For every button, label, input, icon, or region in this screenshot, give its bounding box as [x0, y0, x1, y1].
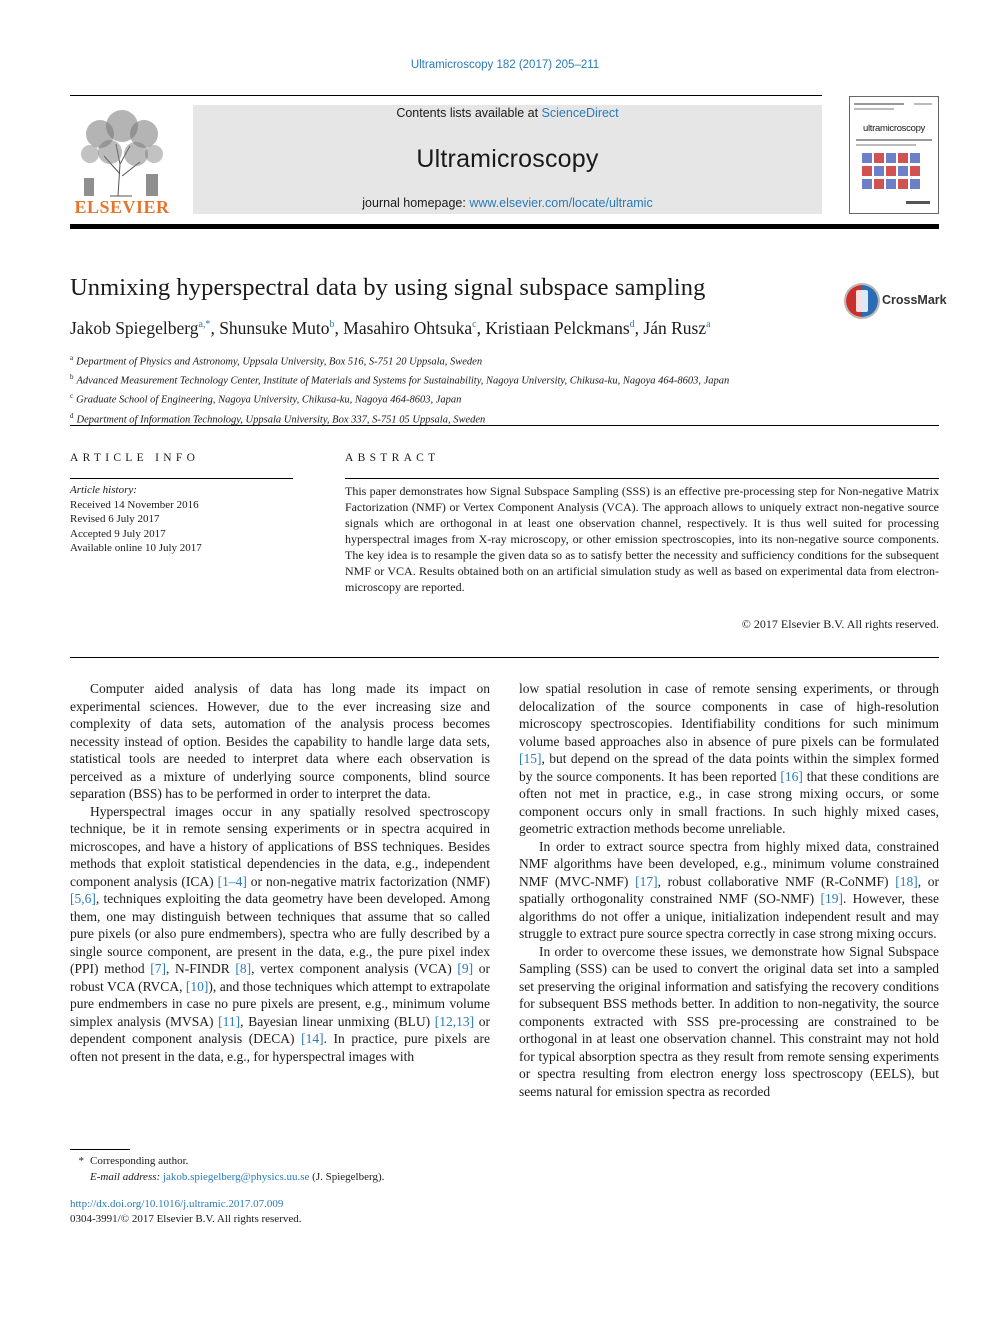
homepage-link[interactable]: www.elsevier.com/locate/ultramic: [469, 196, 653, 210]
footnotes: [70, 1153, 384, 1185]
reference-link[interactable]: [7]: [150, 961, 167, 976]
doi-link[interactable]: http://dx.doi.org/10.1016/j.ultramic.2017.07.009: [70, 1198, 284, 1210]
affiliation-key: a: [70, 354, 74, 362]
reference-link[interactable]: [12,13]: [434, 1013, 475, 1029]
abstract-rule: [345, 478, 939, 479]
journal-citation[interactable]: Ultramicroscopy 182 (2017) 205–211: [410, 59, 600, 71]
email-name: (J. Spiegelberg).: [312, 1171, 385, 1183]
history-online: Available online 10 July 2017: [70, 542, 202, 554]
reference-link[interactable]: [9]: [457, 961, 474, 976]
homepage-line: [193, 196, 822, 210]
corresponding-text: Corresponding author.: [90, 1155, 189, 1167]
body-paragraph: low spatial resolution in case of remote sensing experiments, or through delocalization of the source components in case of high-resolution microscopy spectroscopies. Identifiability conditions for such minimum volume based approaches also in absence of pure pixels can be formulated [15], but depend on the spread of the data points within the simplex formed by the source components. It has been reported [16] that these conditions are often not met in practice, e.g., in case strong mixing occurs, or some component occurs only in small fractions. In such highly mixed cases, geometric extraction methods become unreliable.: [519, 681, 939, 836]
journal-name: Ultramicroscopy: [416, 145, 599, 173]
author[interactable]: [343, 318, 476, 338]
reference-link[interactable]: [19]: [820, 891, 843, 906]
author-affil-mark[interactable]: d: [629, 319, 635, 331]
affiliation: [70, 389, 729, 408]
affiliation-key: d: [70, 411, 74, 420]
author[interactable]: [219, 318, 334, 338]
reference-link[interactable]: [8]: [235, 961, 252, 976]
reference-link[interactable]: [18]: [895, 873, 918, 889]
author-list: [70, 318, 711, 339]
journal-cover-thumbnail[interactable]: [849, 96, 939, 214]
history-label: Article history:: [70, 484, 137, 496]
author[interactable]: [485, 318, 634, 338]
email-label: E-mail address:: [90, 1171, 161, 1183]
section-divider: [70, 425, 939, 426]
abstract-heading: ABSTRACT: [345, 452, 440, 464]
header-thick-rule: [70, 224, 939, 229]
abstract-copyright: © 2017 Elsevier B.V. All rights reserved.: [741, 617, 939, 631]
reference-link[interactable]: [1–4]: [217, 873, 247, 889]
history-received: Received 14 November 2016: [70, 498, 199, 511]
reference-link[interactable]: [15]: [519, 751, 542, 766]
reference-link[interactable]: [14]: [301, 1031, 324, 1046]
cover-figure-grid-icon: [856, 139, 932, 209]
reference-link[interactable]: [5,6]: [70, 891, 96, 906]
abstract-text: This paper demonstrates how Signal Subspace Sampling (SSS) is an effective pre-processing step for Non-negative Matrix Factorization (NMF) or Vertex Component Analysis (VCA). The approach allows to uniquely extract non-negative source signals which are orthogonal in at least one observation channel, respectively. It is thus well suited for processing hyperspectral images from X-ray microscopy, or other emission spectroscopies, into its non-negative source components. The key idea is to resample the given data so as to satisfy better the necessity and sufficiency conditions for the subsequent NMF or VCA. Results obtained both on an artificial simulation study as well as based on experimental data from electron-microscopy are reported.: [345, 484, 939, 594]
affiliation: [70, 351, 729, 370]
issn-line: 0304-3991/© 2017 Elsevier B.V. All rights reserved.: [70, 1213, 302, 1225]
article-info-heading: ARTICLE INFO: [70, 452, 200, 464]
body-column-right: [519, 680, 939, 1100]
affiliation-text: Graduate School of Engineering, Nagoya University, Chikusa-ku, Nagoya 464-8603, Japan: [76, 394, 462, 406]
history-revised: Revised 6 July 2017: [70, 513, 160, 525]
author[interactable]: [643, 318, 710, 338]
body-paragraph: In order to extract source spectra from highly mixed data, constrained NMF algorithms have been developed, e.g., minimum volume constrained NMF (MVC-NMF) [17], robust collaborative NMF (R-CoNMF) [18], or spatially orthogonality constrained NMF (SO-NMF) [19]. However, these algorithms do not offer a unique, initialization independent result and may struggle to extract pure source spectra correctly in case strong mixing occurs.: [519, 838, 939, 941]
author-name: Jakob Spiegelberg: [70, 318, 199, 338]
email-link[interactable]: jakob.spiegelberg@physics.uu.se: [162, 1171, 310, 1183]
header-top-rule: [70, 95, 822, 96]
page-footer: [70, 1197, 302, 1227]
author-affil-mark[interactable]: b: [329, 319, 335, 331]
author-name: Masahiro Ohtsuka: [343, 318, 473, 338]
crossmark-label[interactable]: CrossMark: [882, 293, 947, 307]
author-affil-mark[interactable]: a: [706, 319, 711, 331]
author-name: Kristiaan Pelckmans: [485, 318, 630, 338]
article-info-rule: [70, 478, 293, 479]
author-separator: ,: [476, 318, 486, 338]
article-title: Unmixing hyperspectral data by using signal subspace sampling: [70, 274, 706, 301]
article-history: [70, 483, 202, 556]
author-name: Ján Rusz: [643, 318, 707, 338]
affiliation-text: Department of Physics and Astronomy, Uppsala University, Box 516, S-751 20 Uppsala, Sweden: [76, 356, 483, 368]
author[interactable]: [70, 318, 210, 338]
email-footnote: [70, 1169, 384, 1185]
affiliation-text: Advanced Measurement Technology Center, Institute of Materials and Systems for Sustainability, Nagoya University, Chikusa-ku, Nagoya 464-8603, Japan: [76, 375, 730, 387]
author-name: Shunsuke Muto: [219, 318, 330, 338]
body-divider: [70, 657, 939, 658]
reference-link[interactable]: [10]: [185, 978, 209, 994]
footnote-rule: [70, 1149, 130, 1150]
affiliation-key: b: [70, 373, 74, 382]
affiliation-list: [70, 351, 729, 428]
homepage-prefix: journal homepage:: [362, 196, 470, 210]
author-separator: ,: [210, 318, 220, 338]
cover-top-lines-icon: [854, 101, 934, 119]
author-separator: ,: [334, 318, 344, 338]
affiliation-text: Department of Information Technology, Uppsala University, Box 337, S-751 05 Uppsala, Sweden: [76, 414, 486, 426]
body-column-left: [70, 680, 490, 1065]
elsevier-wordmark[interactable]: ELSEVIER: [74, 197, 170, 217]
reference-link[interactable]: [11]: [218, 1013, 241, 1029]
body-paragraph: Computer aided analysis of data has long made its impact on experimental sciences. However, due to the ever increasing size and complexity of data sets, automation of the analysis process becomes necessity instead of option. Besides the capability to handle large data sets, statistical tools are needed to interpret data where each observation is perceived as a mixture of underlying source components, blind source separation (BSS) has to be performed in order to interpret the data.: [70, 681, 490, 801]
author-affil-mark[interactable]: a,*: [198, 319, 211, 331]
reference-link[interactable]: [16]: [780, 768, 803, 784]
cover-title: ultramicroscopy: [862, 123, 926, 134]
sciencedirect-link[interactable]: ScienceDirect: [541, 106, 619, 120]
affiliation: [70, 370, 729, 389]
contents-line: [193, 106, 822, 120]
contents-prefix: Contents lists available at: [396, 106, 542, 120]
reference-link[interactable]: [17]: [635, 873, 658, 889]
corresponding-footnote: [70, 1153, 384, 1169]
history-accepted: Accepted 9 July 2017: [70, 527, 166, 540]
author-affil-mark[interactable]: c: [472, 319, 477, 331]
affiliation-key: c: [70, 392, 74, 401]
corresponding-mark: *: [78, 1155, 84, 1167]
body-paragraph: In order to overcome these issues, we demonstrate how Signal Subspace Sampling (SSS) can be used to convert the original data set into a sampled set preserving the original information and satisfying the recovery conditions for subsequent BSS methods better. In addition to non-negativity, the source components extracted with SSS pre-processing are constrained to be orthogonal in at least one observation channel. This constraint may not hold for typical absorption spectra as they result from remote sensing experiments or spectra resulting from electron energy loss spectroscopy (EELS), but seems natural for emission spectra as recorded: [519, 943, 939, 1099]
author-separator: ,: [634, 318, 644, 338]
crossmark-icon[interactable]: [843, 282, 881, 320]
body-paragraph: Hyperspectral images occur in any spatially resolved spectroscopy technique, be it in remote sensing experiments or in spectra acquired in microscopes, and have a history of applications of BSS techniques. Besides methods that exploit statistical dependencies in the data, e.g., independent component analysis (ICA) [1–4] or non-negative matrix factorization (NMF) [5,6], techniques exploiting the data geometry have been developed. Among them, one may distinguish between techniques that assume that so called pure pixels (or also pure endmembers), spectra who are fully described by a single source component, are present in the data, e.g., the pure pixel index (PPI) method [7], N-FINDR [8], vertex component analysis (VCA) [9] or robust VCA (RVCA, [10]), and those techniques which attempt to extrapolate pure endmembers in case no pure pixels are present, e.g., minimum volume simplex analysis (MVSA) [11], Bayesian linear unmixing (BLU) [12,13] or dependent component analysis (DECA) [14]. In practice, pure pixels are often not present in the data, e.g., for hyperspectral images with: [70, 803, 490, 1064]
